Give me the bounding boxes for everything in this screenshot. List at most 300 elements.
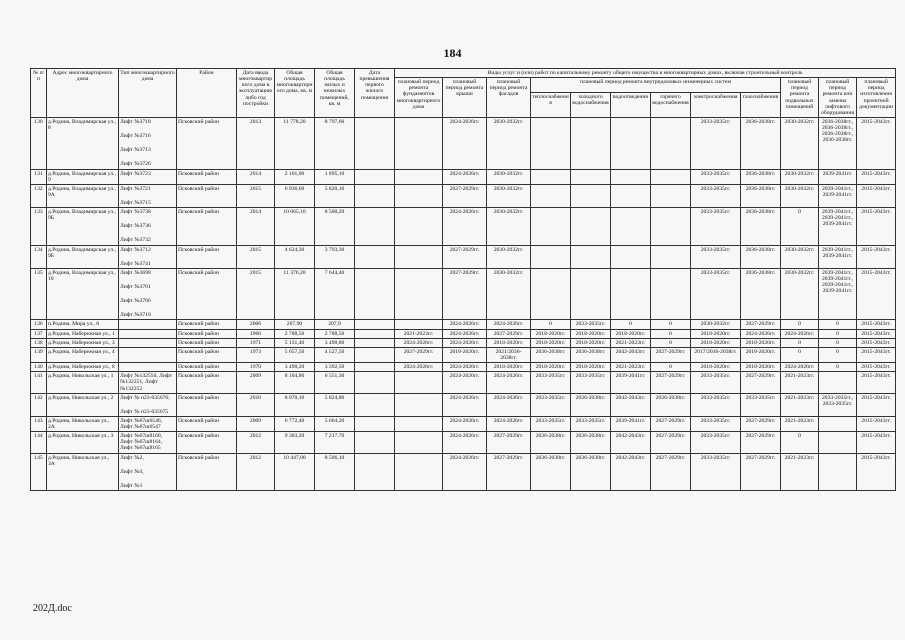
cell-lifts [119, 117, 177, 169]
cell-design: 2015-2043гг. [857, 372, 896, 393]
cell-design: 2015-2043гг. [857, 347, 896, 362]
cell-basement: 0 [781, 320, 819, 329]
cell-elevator [819, 432, 857, 453]
cell-design: 2015-2043гг. [857, 363, 896, 372]
footer-filename: 202Д.doc [33, 603, 72, 614]
cell-electric: 2018-2020гг. [691, 363, 741, 372]
cell-basement: 0 [781, 338, 819, 347]
cell-basement: 2030-2032гг. [781, 184, 819, 207]
cell-year: 2015 [237, 184, 275, 207]
cell-foundation [395, 393, 443, 416]
cell-date-premises [355, 393, 395, 416]
cell-roof: 2024-2026гг. [443, 453, 487, 490]
cell-area-total: 5 131,40 [275, 338, 315, 347]
cell-lifts [119, 347, 177, 362]
cell-num: 145 [31, 453, 47, 490]
cell-address: д.Родина, Никольская ул., 2А [47, 416, 119, 431]
cell-design: 2015-2043гг. [857, 329, 896, 338]
cell-lifts [119, 320, 177, 329]
cell-facade: 2024-2026гг. [487, 320, 531, 329]
cell-design: 2015-2043гг. [857, 208, 896, 245]
cell-district: Псковский район [177, 208, 237, 245]
cell-hot-water [651, 169, 691, 184]
cell-roof: 2027-2029гг. [443, 245, 487, 268]
cell-date-premises [355, 338, 395, 347]
header-foundation: плановый период ремонта фундаментов многоквартирного дома [395, 78, 443, 118]
cell-date-premises [355, 245, 395, 268]
cell-address: д.Родина, Набережная ул., 3 [47, 338, 119, 347]
cell-electric: 2033-2035гг. [691, 393, 741, 416]
cell-hot-water: 2027-2029гг. [651, 453, 691, 490]
cell-cold-water: 2036-2038гг. [571, 453, 611, 490]
cell-year: 2015 [237, 268, 275, 320]
lift-entry: Лифт №3732 [120, 237, 151, 244]
cell-basement: 2030-2032гг. [781, 268, 819, 320]
cell-num: 135 [31, 268, 47, 320]
cell-heat: 2036-2038гг. [531, 432, 571, 453]
cell-lifts [119, 372, 177, 393]
header-works-group: Виды услуг и (или) работ по капитальному ремонту общего имущества в многоквартирных домах, включая строительный контроль [395, 69, 896, 78]
cell-gas: 2036-2038гг. [741, 184, 781, 207]
cell-electric: 2017/2036-2038гг. [691, 347, 741, 362]
cell-heat [531, 268, 571, 320]
lift-entry: Лифт №3721 [120, 185, 151, 192]
cell-roof: 2024-2026гг. [443, 363, 487, 372]
cell-area-total: 10 065,10 [275, 208, 315, 245]
lift-entry: Лифт №3736 [120, 223, 151, 230]
table-row [31, 363, 896, 372]
cell-basement: 2030-2032гг. [781, 117, 819, 169]
cell-area-premises: 8 500,20 [315, 208, 355, 245]
header-cold-water: холодного водоснабжения [571, 93, 611, 118]
table-row [31, 245, 896, 268]
cell-roof: 2024-2026гг. [443, 338, 487, 347]
lift-entry: Лифт №3741 [120, 260, 151, 267]
lift-entry: Лифт №3715 [120, 199, 151, 206]
cell-drainage: 2021-2023гг. [611, 363, 651, 372]
cell-facade: 2027-2029гг. [487, 432, 531, 453]
cell-basement: 2030-2032гг. [781, 169, 819, 184]
table-row [31, 338, 896, 347]
cell-facade: 2027-2029гг. [487, 329, 531, 338]
cell-year: 2009 [237, 372, 275, 393]
cell-heat [531, 245, 571, 268]
cell-year: 2012 [237, 432, 275, 453]
cell-drainage: 2042-2043гг. [611, 432, 651, 453]
table-row [31, 416, 896, 431]
cell-facade: 2018-2020гг. [487, 363, 531, 372]
cell-year: 2009 [237, 416, 275, 431]
cell-elevator: 2036-2038гг., 2036-2038гг., 2036-2038гг., 2036-2038гг. [819, 117, 857, 169]
header-basement: плановый период ремонта подвальных помещений [781, 78, 819, 118]
header-design: плановый период изготовления проектной документации [857, 78, 896, 118]
cell-area-total: 6 936,60 [275, 184, 315, 207]
cell-foundation [395, 208, 443, 245]
cell-address: д.Родина, Владимирская ул., 8 [47, 117, 119, 169]
cell-cold-water: 2018-2020гг. [571, 363, 611, 372]
cell-num: 138 [31, 338, 47, 347]
cell-year: 1970 [237, 363, 275, 372]
cell-foundation [395, 184, 443, 207]
cell-area-premises: 8 506,10 [315, 453, 355, 490]
cell-area-premises: 8 797,60 [315, 117, 355, 169]
cell-area-premises: 3 793,30 [315, 245, 355, 268]
cell-basement: 2021-2023гг. [781, 453, 819, 490]
cell-date-premises [355, 320, 395, 329]
cell-electric: 2033-2035гг. [691, 245, 741, 268]
header-num: № п/п [31, 69, 47, 118]
cell-gas: 2027-2029гг. [741, 453, 781, 490]
cell-lifts [119, 329, 177, 338]
cell-roof: 2024-2026гг. [443, 416, 487, 431]
cell-elevator: 0 [819, 329, 857, 338]
cell-roof: 2024-2026гг. [443, 208, 487, 245]
cell-cold-water [571, 268, 611, 320]
cell-year: 2015 [237, 245, 275, 268]
lift-entry: Лифт №67ш6546, Лифт №67ш6547 [120, 417, 163, 431]
cell-address: д.Родина, Никольская ул., 3 [47, 432, 119, 453]
cell-facade: 2030-2032гг. [487, 245, 531, 268]
cell-area-total: 5 657,50 [275, 347, 315, 362]
cell-facade: 2027-2029гг. [487, 453, 531, 490]
cell-electric: 2033-2035гг. [691, 453, 741, 490]
cell-roof: 2024-2026гг. [443, 169, 487, 184]
cell-foundation [395, 372, 443, 393]
cell-facade: 2024-2026гг. [487, 416, 531, 431]
cell-hot-water: 2027-2029гг. [651, 416, 691, 431]
cell-foundation [395, 453, 443, 490]
cell-area-total: 11 778,20 [275, 117, 315, 169]
cell-district: Псковский район [177, 372, 237, 393]
lift-entry: Лифт №3713 [120, 147, 151, 154]
cell-cold-water: 2036-2038гг. [571, 393, 611, 416]
table-row [31, 208, 896, 245]
cell-facade: 2030-2032гг. [487, 184, 531, 207]
cell-gas: 2036-2038гг. [741, 245, 781, 268]
header-heat: теплоснабжения [531, 93, 571, 118]
table-row [31, 184, 896, 207]
lift-entry: Лифт №3726 [120, 161, 151, 168]
cell-area-total: 11 376,20 [275, 268, 315, 320]
cell-foundation: 2027-2029гг. [395, 347, 443, 362]
cell-gas: 2036-2038гг. [741, 268, 781, 320]
cell-roof: 2024-2026гг. [443, 372, 487, 393]
cell-num: 133 [31, 208, 47, 245]
cell-hot-water [651, 268, 691, 320]
cell-date-premises [355, 169, 395, 184]
cell-elevator [819, 372, 857, 393]
cell-foundation: 2024-2026гг. [395, 363, 443, 372]
cell-year: 2013 [237, 117, 275, 169]
lift-entry: Лифт №3716 [120, 133, 151, 140]
lift-entry: Лифт №67ш8160, Лифт №67ш8164, Лифт №67ш8165 [120, 433, 163, 452]
cell-design: 2015-2043гг. [857, 416, 896, 431]
cell-date-premises [355, 329, 395, 338]
cell-lifts [119, 208, 177, 245]
cell-heat: 2033-2035гг. [531, 372, 571, 393]
cell-area-total: 2 788,50 [275, 329, 315, 338]
cell-roof: 2027-2029гг. [443, 184, 487, 207]
table-row [31, 320, 896, 329]
cell-year: 1966 [237, 329, 275, 338]
cell-elevator: 2039-2041гг., 2039-2041гг. [819, 245, 857, 268]
cell-design: 2015-2043гг. [857, 453, 896, 490]
cell-facade: 2030-2032гг. [487, 268, 531, 320]
cell-gas: 2027-2029гг. [741, 320, 781, 329]
cell-heat: 2018-2020гг. [531, 338, 571, 347]
lift-entry: Лифт №3718 [120, 118, 151, 125]
cell-area-total: 3 490,20 [275, 363, 315, 372]
repair-schedule-table [30, 68, 896, 491]
cell-electric: 2033-2035гг. [691, 432, 741, 453]
lift-entry: Лифт №1 [120, 482, 143, 489]
cell-gas: 2018-2020гг. [741, 338, 781, 347]
cell-area-total: 8 070,10 [275, 393, 315, 416]
cell-district: Псковский район [177, 320, 237, 329]
cell-date-premises [355, 432, 395, 453]
cell-district: Псковский район [177, 184, 237, 207]
cell-address: д.Родина, Набережная ул., 1 [47, 329, 119, 338]
table-body [31, 117, 896, 490]
cell-lifts [119, 338, 177, 347]
cell-design: 2015-2043гг. [857, 338, 896, 347]
cell-heat: 0 [531, 320, 571, 329]
lift-entry: Лифт №132550, Лифт №132251, Лифт №132252 [120, 373, 173, 392]
header-date-premises: Дата превышения первого жилого помещения [355, 69, 395, 118]
cell-drainage [611, 245, 651, 268]
cell-area-premises: 207,9 [315, 320, 355, 329]
cell-elevator: 2039-2041гг. [819, 169, 857, 184]
cell-drainage [611, 208, 651, 245]
cell-lifts [119, 453, 177, 490]
cell-year: 1973 [237, 347, 275, 362]
cell-facade: 2018-2020гг. [487, 338, 531, 347]
cell-foundation [395, 245, 443, 268]
cell-roof: 2024-2026гг. [443, 320, 487, 329]
header-area-total: Общая площадь многоквартирного дома, кв. м [275, 69, 315, 118]
cell-elevator: 2039-2041гг., 2039-2041гг., 2039-2041гг. [819, 208, 857, 245]
lift-entry: Лифт № п23-035675 [120, 408, 169, 415]
cell-drainage [611, 117, 651, 169]
cell-district: Псковский район [177, 338, 237, 347]
cell-basement: 2030-2032гг. [781, 245, 819, 268]
cell-cold-water: 2018-2020гг. [571, 338, 611, 347]
cell-address: д.Родина, Владимирская ул., 9 [47, 169, 119, 184]
cell-hot-water [651, 117, 691, 169]
cell-design: 2015-2043гг. [857, 268, 896, 320]
cell-hot-water: 0 [651, 338, 691, 347]
cell-heat [531, 184, 571, 207]
cell-district: Псковский район [177, 329, 237, 338]
cell-gas: 2024-2026гг. [741, 329, 781, 338]
cell-hot-water: 2027-2029гг. [651, 347, 691, 362]
cell-facade: 2021/2036-2038гг. [487, 347, 531, 362]
cell-electric: 2033-2035гг. [691, 372, 741, 393]
cell-district: Псковский район [177, 432, 237, 453]
lift-entry: Лифт №3738 [120, 209, 151, 216]
cell-hot-water: 2027-2029гг. [651, 432, 691, 453]
cell-hot-water: 0 [651, 329, 691, 338]
cell-foundation [395, 432, 443, 453]
cell-num: 137 [31, 329, 47, 338]
cell-drainage: 2039-2041гг. [611, 416, 651, 431]
cell-gas: 2033-2035гг. [741, 393, 781, 416]
cell-cold-water: 2036-2038гг. [571, 347, 611, 362]
cell-area-premises: 5 664,20 [315, 416, 355, 431]
header-systems-group: плановый период ремонта внутридомовых инженерных систем [531, 78, 781, 93]
cell-elevator: 0 [819, 320, 857, 329]
cell-date-premises [355, 453, 395, 490]
cell-foundation [395, 268, 443, 320]
cell-area-total: 10 447,00 [275, 453, 315, 490]
header-hot-water: горячего водоснабжения [651, 93, 691, 118]
cell-drainage: 2042-2043гг. [611, 393, 651, 416]
cell-heat: 2018-2020гг. [531, 329, 571, 338]
cell-facade: 2030-2032гг. [487, 208, 531, 245]
cell-lifts [119, 169, 177, 184]
cell-num: 131 [31, 169, 47, 184]
cell-heat [531, 117, 571, 169]
lift-entry: Лифт №3706 [120, 298, 151, 305]
table-row [31, 393, 896, 416]
cell-year: 2014 [237, 208, 275, 245]
cell-gas: 2027-2029гг. [741, 416, 781, 431]
cell-district: Псковский район [177, 393, 237, 416]
cell-area-total: 2 101,00 [275, 169, 315, 184]
cell-design: 2015-2043гг. [857, 169, 896, 184]
cell-drainage: 2042-2043гг. [611, 347, 651, 362]
cell-area-premises: 3 392,50 [315, 363, 355, 372]
cell-address: п.Родина, Мира ул., 8 [47, 320, 119, 329]
cell-cold-water: 2033-2035гг. [571, 372, 611, 393]
cell-area-total: 6 772,40 [275, 416, 315, 431]
table-row [31, 169, 896, 184]
cell-electric: 2018-2020гг. [691, 329, 741, 338]
cell-area-total: 4 624,30 [275, 245, 315, 268]
header-gas: газоснабжения [741, 93, 781, 118]
cell-area-premises: 2 788,50 [315, 329, 355, 338]
cell-heat: 2018-2020гг. [531, 363, 571, 372]
cell-elevator: 2033-2035гг., 2033-2035гг. [819, 393, 857, 416]
cell-elevator: 0 [819, 347, 857, 362]
cell-district: Псковский район [177, 363, 237, 372]
table-row [31, 268, 896, 320]
cell-date-premises [355, 184, 395, 207]
cell-district: Псковский район [177, 347, 237, 362]
cell-num: 130 [31, 117, 47, 169]
cell-date-premises [355, 117, 395, 169]
cell-district: Псковский район [177, 117, 237, 169]
cell-gas: 2036-2038гг. [741, 169, 781, 184]
header-year: Дата ввода многоквартирного дома в эксплуатацию либо год постройки [237, 69, 275, 118]
cell-roof: 2024-2026гг. [443, 329, 487, 338]
cell-address: д.Родина, Владимирская ул., 9Б [47, 245, 119, 268]
cell-lifts [119, 184, 177, 207]
cell-num: 143 [31, 416, 47, 431]
cell-design: 2015-2043гг. [857, 184, 896, 207]
cell-num: 141 [31, 372, 47, 393]
cell-area-premises: 3 490,80 [315, 338, 355, 347]
cell-area-premises: 7 217,70 [315, 432, 355, 453]
cell-address: д.Родина, Никольская ул., 1 [47, 372, 119, 393]
lift-entry: Лифт №3712 [120, 246, 151, 253]
cell-num: 144 [31, 432, 47, 453]
cell-hot-water: 0 [651, 320, 691, 329]
cell-lifts [119, 416, 177, 431]
cell-design: 2015-2043гг. [857, 320, 896, 329]
cell-gas: 2036-2038гг. [741, 208, 781, 245]
cell-num: 134 [31, 245, 47, 268]
cell-electric: 2033-2035гг. [691, 169, 741, 184]
cell-foundation: 2024-2026гг. [395, 338, 443, 347]
cell-area-premises: 5 820,10 [315, 184, 355, 207]
cell-electric: 2033-2035гг. [691, 268, 741, 320]
cell-basement: 0 [781, 347, 819, 362]
cell-design: 2015-2043гг. [857, 432, 896, 453]
table-row [31, 347, 896, 362]
cell-cold-water: 2033-2035гг. [571, 416, 611, 431]
cell-address: д.Родина, Набережная ул., 4 [47, 347, 119, 362]
cell-basement: 2024-2026гг. [781, 363, 819, 372]
cell-heat [531, 169, 571, 184]
cell-gas: 2027-2029гг. [741, 372, 781, 393]
cell-foundation [395, 117, 443, 169]
cell-date-premises [355, 268, 395, 320]
cell-elevator: 2039-2041гг., 2039-2041гг. [819, 184, 857, 207]
lift-entry: Лифт №3, [120, 468, 144, 475]
cell-address: д.Родина, Никольская ул., 3А [47, 453, 119, 490]
lift-entry: Лифт №3698 [120, 269, 151, 276]
cell-basement: 0 [781, 432, 819, 453]
cell-electric: 2018-2020гг. [691, 338, 741, 347]
cell-lifts [119, 432, 177, 453]
cell-electric: 2033-2035гг. [691, 184, 741, 207]
cell-lifts [119, 245, 177, 268]
cell-year: 1971 [237, 338, 275, 347]
cell-drainage: 2042-2043гг. [611, 453, 651, 490]
cell-date-premises [355, 372, 395, 393]
cell-cold-water [571, 117, 611, 169]
lift-entry: Лифт №2, [120, 454, 144, 461]
header-district: Район [177, 69, 237, 118]
cell-facade: 2030-2032гг. [487, 169, 531, 184]
header-address: Адрес многоквартирного дома [47, 69, 119, 118]
cell-hot-water [651, 208, 691, 245]
cell-roof: 2024-2026гг. [443, 432, 487, 453]
cell-design: 2015-2043гг. [857, 117, 896, 169]
cell-district: Псковский район [177, 416, 237, 431]
cell-design: 2015-2043гг. [857, 393, 896, 416]
cell-district: Псковский район [177, 169, 237, 184]
cell-district: Псковский район [177, 453, 237, 490]
cell-hot-water [651, 184, 691, 207]
cell-num: 139 [31, 347, 47, 362]
cell-address: д.Родина, Набережная ул., 8 [47, 363, 119, 372]
cell-area-premises: 4 527,50 [315, 347, 355, 362]
cell-address: д.Родина, Никольская ул., 2 [47, 393, 119, 416]
cell-heat: 2033-2035гг. [531, 393, 571, 416]
cell-address: д.Родина, Владимирская ул., 9А [47, 184, 119, 207]
cell-area-premises: 5 824,80 [315, 393, 355, 416]
cell-area-premises: 7 644,40 [315, 268, 355, 320]
cell-num: 136 [31, 320, 47, 329]
table-row [31, 432, 896, 453]
cell-electric: 2033-2035гг. [691, 416, 741, 431]
header-area-premises: Общая площадь жилых и нежилых помещений, кв. м [315, 69, 355, 118]
header-elevator: плановый период ремонта или замены лифтового оборудования [819, 78, 857, 118]
cell-lifts [119, 268, 177, 320]
cell-electric: 2033-2035гг. [691, 208, 741, 245]
